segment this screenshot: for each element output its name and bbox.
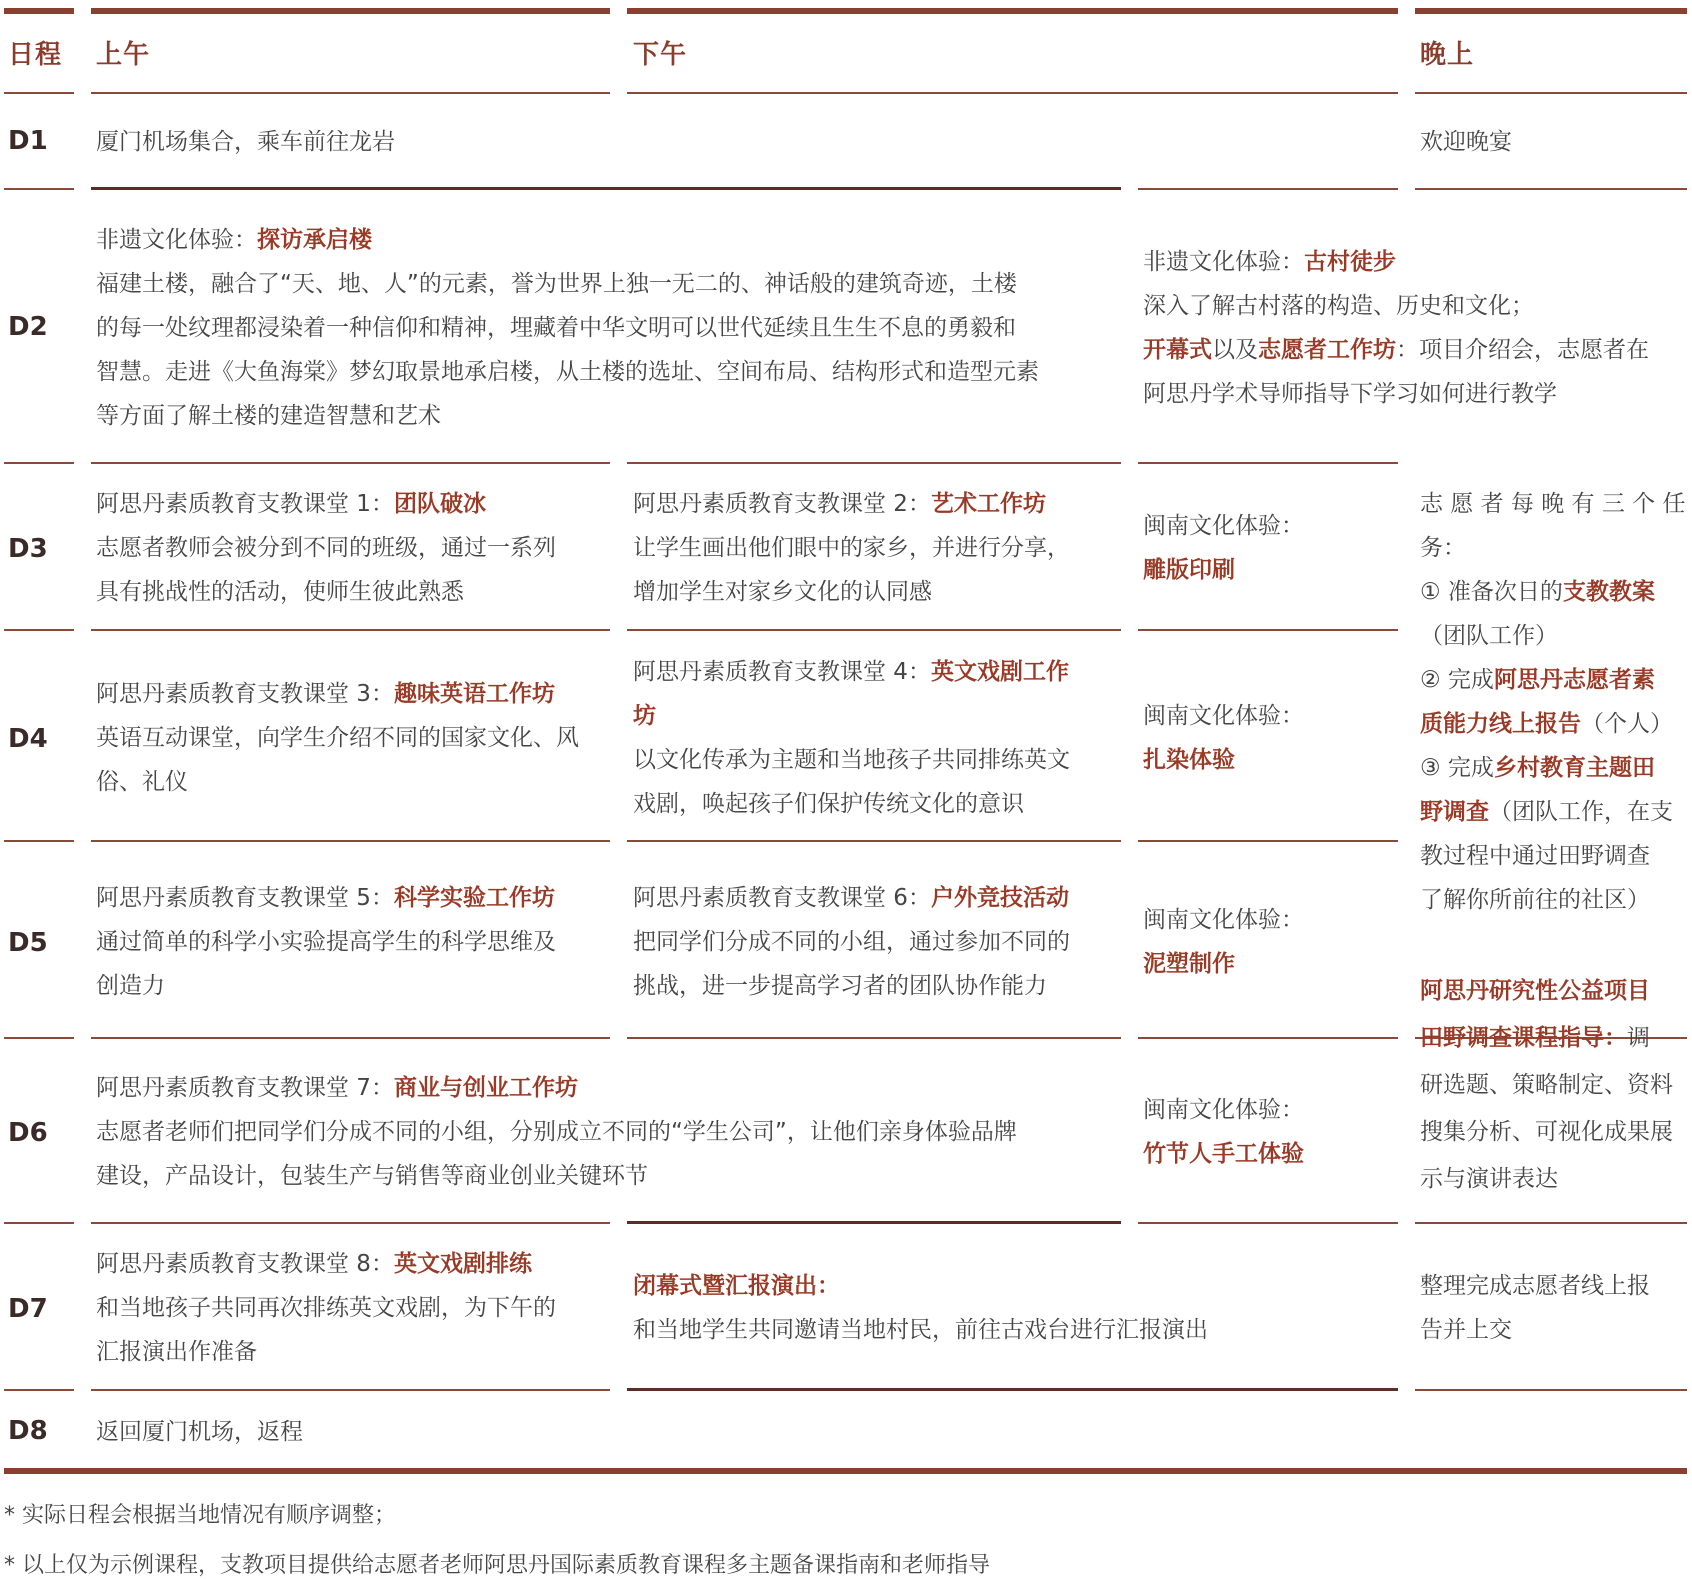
research-text-1: 调 — [1627, 1025, 1650, 1051]
research-highlight-2: 田野调查课程指导： — [1420, 1025, 1627, 1051]
d6-morning-line2: 建设，产品设计，包装生产与销售等商业创业关键环节 — [96, 1163, 648, 1189]
d1-rule-4 — [1415, 188, 1687, 190]
top-rule-3 — [627, 8, 1398, 14]
d4-afternoon — [633, 650, 1128, 826]
d3-morning-title: 团队破冰 — [393, 491, 486, 517]
d4-rule-4 — [1138, 840, 1398, 842]
d6-morning — [96, 1066, 1126, 1198]
d3-rule-1 — [4, 629, 74, 631]
d3-morning-line1: 志愿者教师会被分到不同的班级，通过一系列 — [96, 535, 556, 561]
task3-post-2: 教过程中通过田野调查 — [1420, 843, 1650, 869]
d2-afternoon-line1: 深入了解古村落的构造、历史和文化； — [1143, 293, 1534, 319]
evening-tasks — [1420, 482, 1690, 922]
d7-afternoon-line1: 和当地学生共同邀请当地村民，前往古戏台进行汇报演出 — [633, 1317, 1208, 1343]
d7-morning — [96, 1242, 616, 1374]
d4-morning-title: 趣味英语工作坊 — [393, 681, 555, 707]
d6-culture-title: 竹节人手工体验 — [1143, 1141, 1304, 1167]
d4-afternoon-title: 英文戏剧工作 — [930, 659, 1069, 685]
d6-morning-line1: 志愿者老师们把同学们分成不同的小组，分别成立不同的“学生公司”，让他们亲身体验品牌 — [96, 1119, 1017, 1145]
task3-post-3: 了解你所前往的社区） — [1420, 887, 1650, 913]
task2-highlight-2: 质能力线上报告 — [1420, 711, 1581, 737]
header-rule-3 — [627, 92, 1398, 94]
d5-morning-prefix: 阿思丹素质教育支教课堂 5： — [96, 885, 394, 911]
d5-culture — [1143, 898, 1304, 986]
d7-morning-prefix: 阿思丹素质教育支教课堂 8： — [96, 1251, 394, 1277]
d5-morning-title: 科学实验工作坊 — [393, 885, 555, 911]
d7-rule-3 — [627, 1388, 1398, 1391]
footnote-1: * 实际日程会根据当地情况有顺序调整； — [4, 1503, 396, 1528]
footnote-2: * 以上仅为示例课程，支教项目提供给志愿者老师阿思丹国际素质教育课程多主题备课指南和老师指导 — [4, 1553, 990, 1578]
day-label-d1: D1 — [8, 126, 48, 156]
d5-morning-line2: 创造力 — [96, 973, 165, 999]
d6-rule-3 — [627, 1221, 1121, 1224]
d1-rule-2 — [91, 187, 1121, 190]
task2-post: （个人） — [1581, 711, 1673, 737]
d3-rule-3 — [627, 629, 1121, 631]
d5-afternoon — [633, 876, 1128, 1008]
tasks-line2: 务： — [1420, 535, 1466, 561]
d7-rule-2 — [91, 1389, 610, 1391]
d6-culture-prefix: 闽南文化体验： — [1143, 1097, 1304, 1123]
d2-morning-line1: 福建土楼，融合了“天、地、人”的元素，誉为世界上独一无二的、神话般的建筑奇迹，土楼 — [96, 271, 1017, 297]
d4-morning-line1: 英语互动课堂，向学生介绍不同的国家文化、风 — [96, 725, 579, 751]
d2-morning-line2: 的每一处纹理都浸染着一种信仰和精神，埋藏着中华文明可以世代延续且生生不息的勇毅和 — [96, 315, 1016, 341]
d5-afternoon-line1: 把同学们分成不同的小组，通过参加不同的 — [633, 929, 1070, 955]
d3-culture-prefix: 闽南文化体验： — [1143, 513, 1304, 539]
d1-evening: 欢迎晚宴 — [1420, 129, 1512, 155]
d7-rule-1 — [4, 1389, 74, 1391]
d3-rule-4 — [1138, 629, 1398, 631]
header-schedule: 日程 — [8, 40, 63, 70]
research-highlight-1: 阿思丹研究性公益项目 — [1420, 978, 1650, 1004]
d6-rule-1 — [4, 1222, 74, 1224]
d1-rule-1 — [4, 188, 74, 190]
d2-opening-ceremony: 开幕式 — [1143, 337, 1212, 363]
d4-morning-line2: 俗、礼仪 — [96, 769, 188, 795]
d2-rule-2 — [91, 462, 610, 464]
d5-rule-3 — [627, 1037, 1121, 1039]
d2-rule-4 — [1138, 462, 1398, 464]
d2-and: 以及 — [1212, 337, 1258, 363]
header-rule-2 — [91, 92, 610, 94]
d3-culture-title: 雕版印刷 — [1143, 557, 1235, 583]
d7-morning-title: 英文戏剧排练 — [393, 1251, 532, 1277]
d2-morning-title: 探访承启楼 — [257, 227, 372, 253]
d1-rule-3 — [1138, 188, 1398, 190]
d2-rule-1 — [4, 462, 74, 464]
d5-rule-1 — [4, 1037, 74, 1039]
research-text-3: 搜集分析、可视化成果展 — [1420, 1119, 1673, 1145]
d3-morning-prefix: 阿思丹素质教育支教课堂 1： — [96, 491, 394, 517]
d5-rule-2 — [91, 1037, 610, 1039]
d5-afternoon-title: 户外竞技活动 — [930, 885, 1069, 911]
day-label-d6: D6 — [8, 1118, 48, 1148]
d3-morning-line2: 具有挑战性的活动，使师生彼此熟悉 — [96, 579, 464, 605]
d1-morning: 厦门机场集合，乘车前往龙岩 — [96, 129, 395, 155]
d5-rule-4 — [1138, 1037, 1398, 1039]
d2-morning-prefix: 非遗文化体验： — [96, 227, 257, 253]
header-rule-1 — [4, 92, 74, 94]
d2-morning — [96, 218, 1126, 438]
day-label-d4: D4 — [8, 724, 48, 754]
d7-evening-line2: 告并上交 — [1420, 1317, 1512, 1343]
d4-rule-2 — [91, 840, 610, 842]
d3-afternoon — [633, 482, 1128, 614]
task3-prefix: ③ 完成 — [1420, 755, 1494, 781]
d4-afternoon-line1: 以文化传承为主题和当地孩子共同排练英文 — [633, 747, 1070, 773]
d6-rule-2 — [91, 1222, 610, 1224]
day-label-d5: D5 — [8, 928, 48, 958]
tasks-line1: 志 愿 者 每 晚 有 三 个 任 — [1420, 491, 1686, 517]
d4-afternoon-prefix: 阿思丹素质教育支教课堂 4： — [633, 659, 931, 685]
task2-prefix: ② 完成 — [1420, 667, 1494, 693]
bottom-rule — [4, 1468, 1687, 1474]
day-label-d8: D8 — [8, 1416, 48, 1446]
d4-morning — [96, 672, 616, 804]
research-guidance — [1420, 968, 1690, 1203]
d8-morning: 返回厦门机场，返程 — [96, 1419, 303, 1445]
day-label-d7: D7 — [8, 1294, 48, 1324]
d7-afternoon — [633, 1264, 1393, 1352]
d3-afternoon-line1: 让学生画出他们眼中的家乡，并进行分享， — [633, 535, 1070, 561]
d4-culture-prefix: 闽南文化体验： — [1143, 703, 1304, 729]
d2-afternoon-prefix: 非遗文化体验： — [1143, 249, 1304, 275]
header-afternoon: 下午 — [633, 40, 688, 70]
d5-afternoon-line2: 挑战，进一步提高学习者的团队协作能力 — [633, 973, 1047, 999]
d6-culture — [1143, 1088, 1304, 1176]
top-rule-1 — [4, 8, 74, 14]
day-label-d2: D2 — [8, 312, 48, 342]
d2-morning-line3: 智慧。走进《大鱼海棠》梦幻取景地承启楼，从土楼的选址、空间布局、结构形式和造型元素 — [96, 359, 1039, 385]
d3-afternoon-title: 艺术工作坊 — [930, 491, 1046, 517]
d4-afternoon-title-2: 坊 — [633, 703, 656, 729]
d5-culture-title: 泥塑制作 — [1143, 951, 1235, 977]
d4-rule-3 — [627, 840, 1121, 842]
d2-rule-3 — [627, 462, 1121, 464]
header-rule-4 — [1415, 92, 1687, 94]
research-text-4: 示与演讲表达 — [1420, 1166, 1558, 1192]
d7-afternoon-title: 闭幕式暨汇报演出： — [633, 1273, 840, 1299]
d7-evening — [1420, 1264, 1690, 1352]
d2-morning-line4: 等方面了解土楼的建造智慧和艺术 — [96, 403, 441, 429]
task3-highlight-1: 乡村教育主题田 — [1493, 755, 1655, 781]
d3-culture — [1143, 504, 1304, 592]
research-text-2: 研选题、策略制定、资料 — [1420, 1072, 1673, 1098]
d6-rule-5 — [1415, 1222, 1687, 1224]
d7-morning-line1: 和当地孩子共同再次排练英文戏剧，为下午的 — [96, 1295, 556, 1321]
top-rule-2 — [91, 8, 610, 14]
d3-afternoon-prefix: 阿思丹素质教育支教课堂 2： — [633, 491, 931, 517]
d2-volunteer-workshop: 志愿者工作坊 — [1258, 337, 1396, 363]
header-morning: 上午 — [96, 40, 151, 70]
d4-afternoon-line2: 戏剧，唤起孩子们保护传统文化的意识 — [633, 791, 1024, 817]
d2-afternoon — [1143, 240, 1688, 416]
d5-culture-prefix: 闽南文化体验： — [1143, 907, 1304, 933]
task1-prefix: ① 准备次日的 — [1420, 579, 1563, 605]
d4-culture-title: 扎染体验 — [1143, 747, 1235, 773]
day-label-d3: D3 — [8, 534, 48, 564]
d4-rule-1 — [4, 840, 74, 842]
d3-rule-2 — [91, 629, 610, 631]
d5-afternoon-prefix: 阿思丹素质教育支教课堂 6： — [633, 885, 931, 911]
header-evening: 晚上 — [1420, 40, 1475, 70]
d2-afternoon-rest: ：项目介绍会，志愿者在 — [1396, 337, 1649, 363]
d3-afternoon-line2: 增加学生对家乡文化的认同感 — [633, 579, 932, 605]
d6-morning-title: 商业与创业工作坊 — [393, 1075, 578, 1101]
top-rule-4 — [1415, 8, 1687, 14]
d2-afternoon-line3: 阿思丹学术导师指导下学习如何进行教学 — [1143, 381, 1557, 407]
d5-morning-line1: 通过简单的科学小实验提高学生的科学思维及 — [96, 929, 556, 955]
task1-highlight: 支教教案 — [1562, 579, 1655, 605]
task1-post: （团队工作） — [1420, 623, 1558, 649]
d7-evening-line1: 整理完成志愿者线上报 — [1420, 1273, 1650, 1299]
d6-morning-prefix: 阿思丹素质教育支教课堂 7： — [96, 1075, 394, 1101]
task2-highlight-1: 阿思丹志愿者素 — [1493, 667, 1655, 693]
task3-post-1: （团队工作，在支 — [1489, 799, 1673, 825]
d5-morning — [96, 876, 616, 1008]
d2-afternoon-title: 古村徒步 — [1304, 249, 1396, 275]
d7-rule-4 — [1415, 1389, 1687, 1391]
d4-culture — [1143, 694, 1304, 782]
d3-morning — [96, 482, 616, 614]
d4-morning-prefix: 阿思丹素质教育支教课堂 3： — [96, 681, 394, 707]
d6-rule-4 — [1138, 1222, 1398, 1224]
d7-morning-line2: 汇报演出作准备 — [96, 1339, 257, 1365]
task3-highlight-2: 野调查 — [1420, 799, 1489, 825]
